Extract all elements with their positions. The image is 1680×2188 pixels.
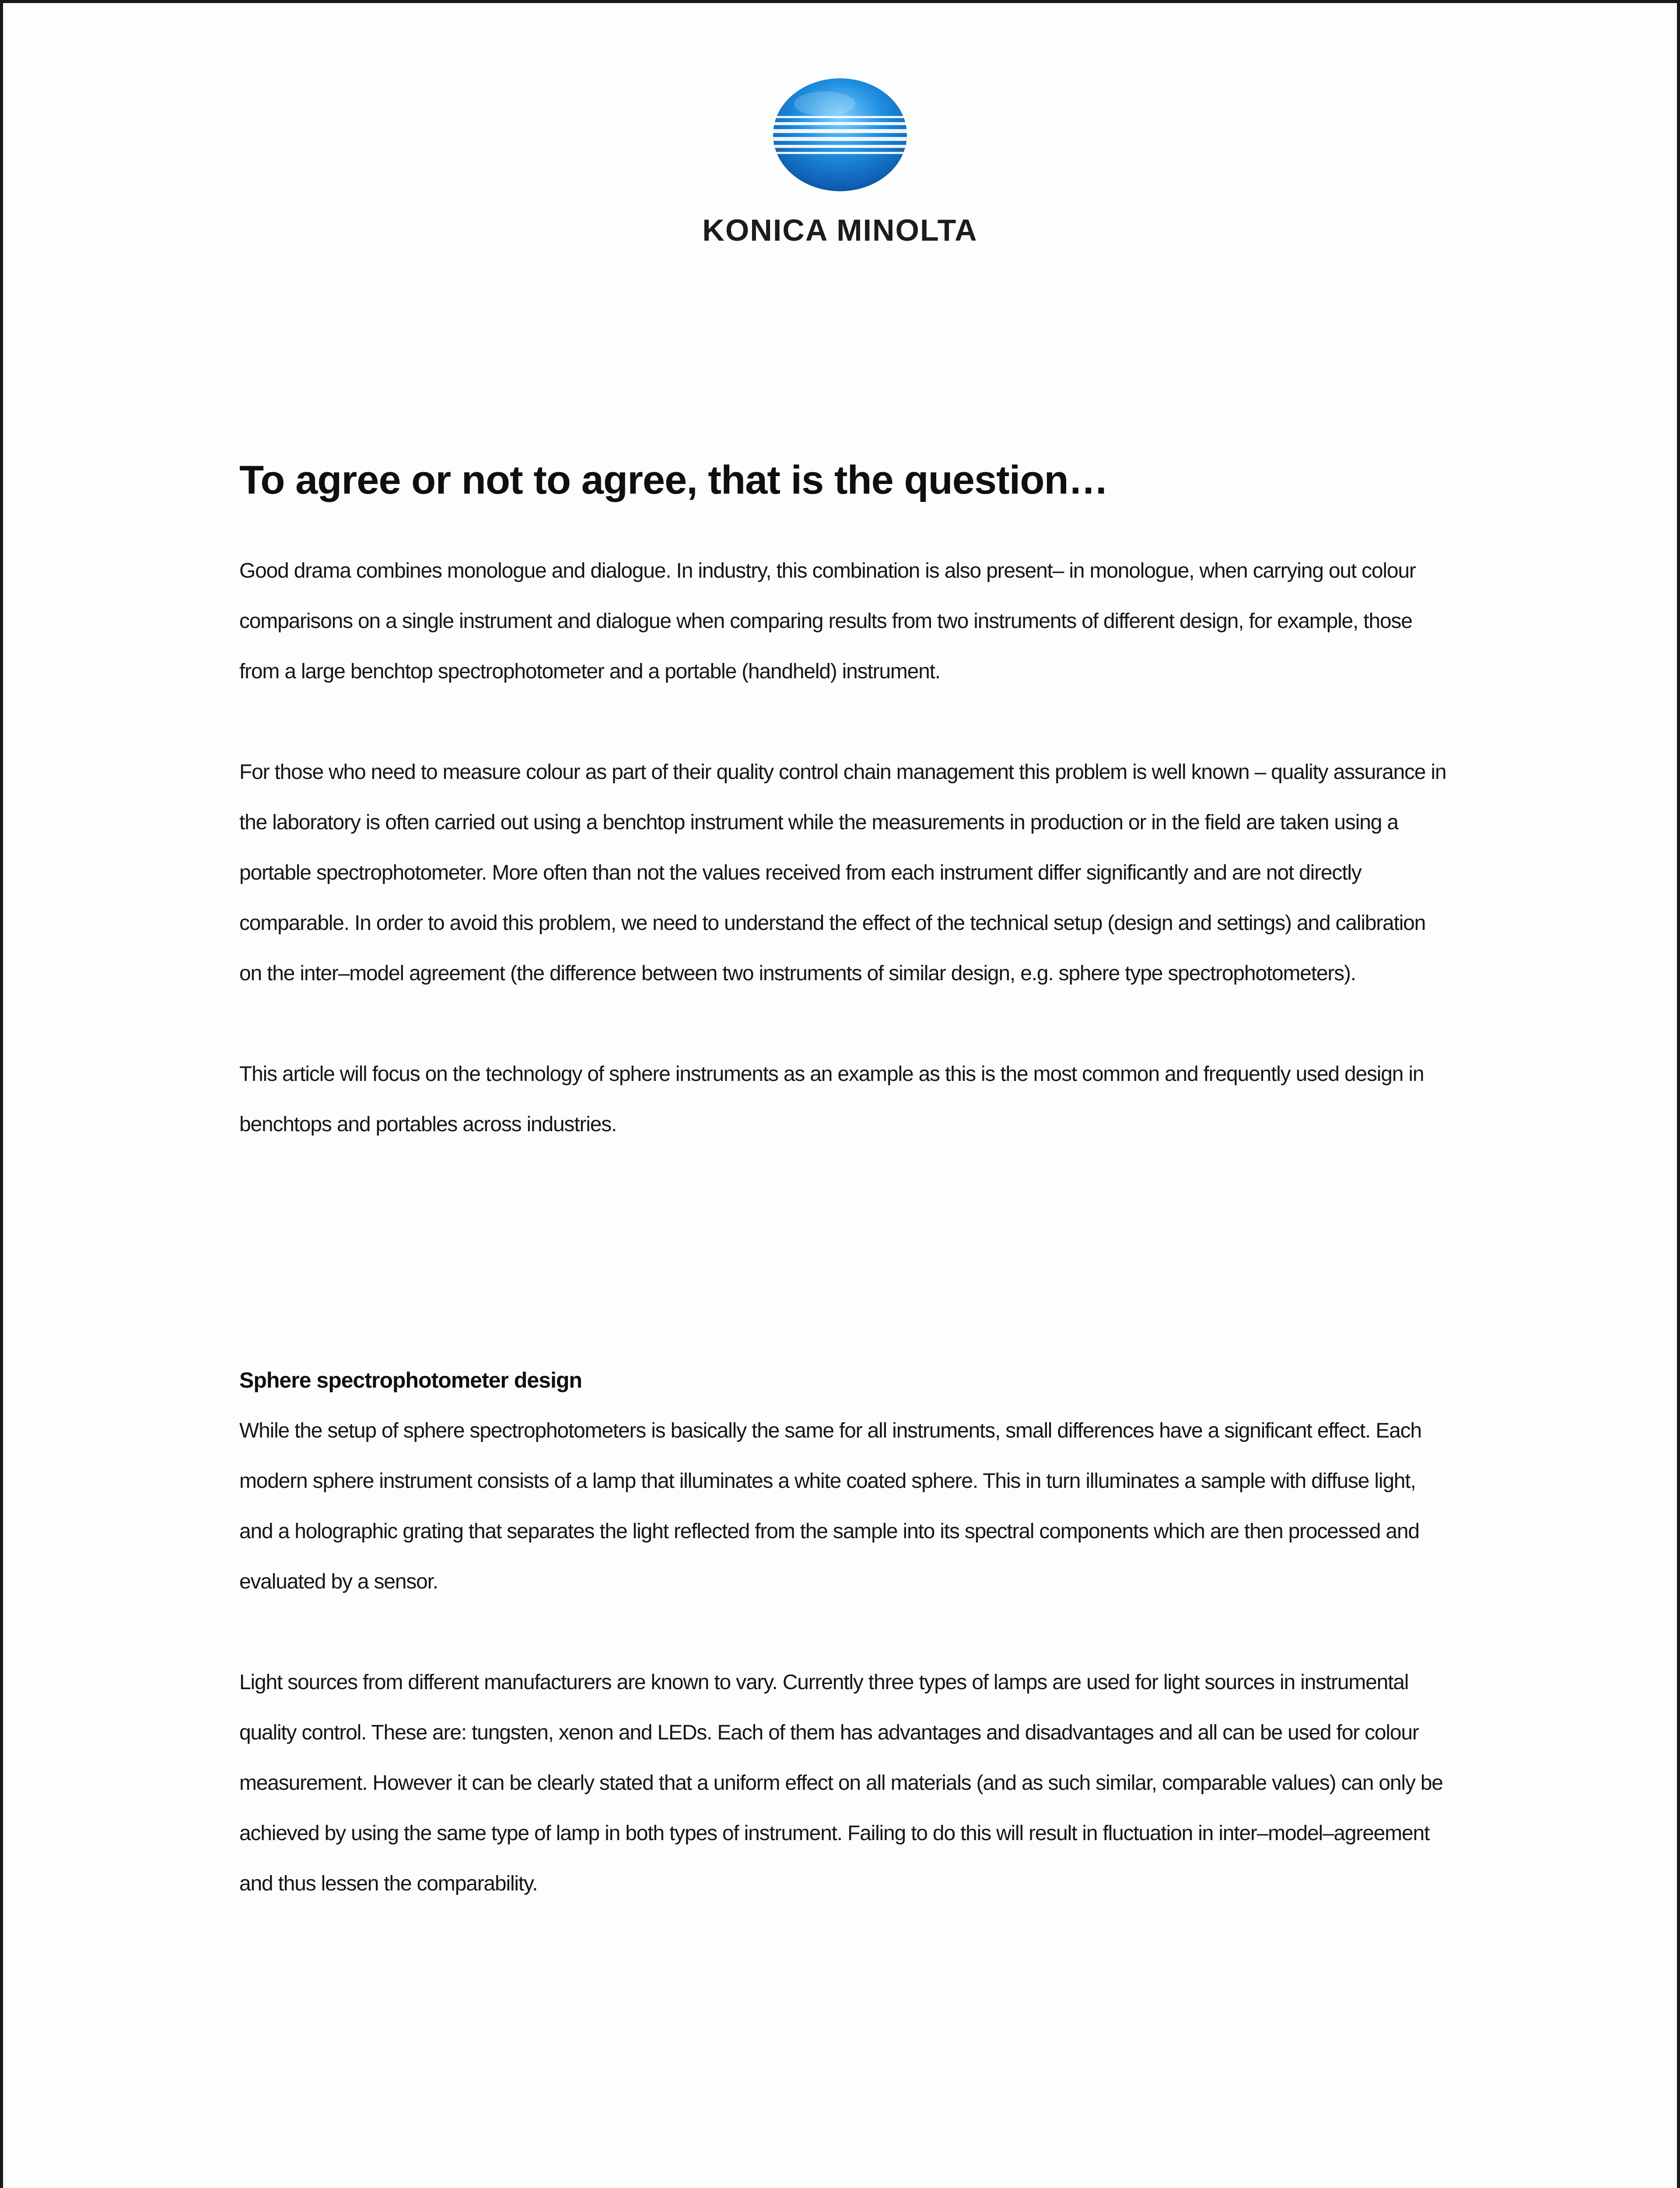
brand-header <box>3 77 1677 245</box>
article-title: To agree or not to agree, that is the question… <box>239 458 1108 502</box>
section-heading: Sphere spectrophotometer design <box>239 1368 582 1393</box>
intro-paragraph: For those who need to measure colour as part of their quality control chain management this problem is well known – quality assurance in the laboratory is often carried out using a benchtop instrument while the measurements in production or in the field are taken using a portable spectrophotometer. More often than not the values received from each instrument differ significantly and are not directly comparable. In order to avoid this problem, we need to understand the effect of the technical setup (design and settings) and calibration on the inter–model agreement (the difference between two instruments of similar design, e.g. sphere type spectrophotometers). <box>239 761 1446 985</box>
intro-paragraph: This article will focus on the technology of sphere instruments as an example as this is the most common and frequently used design in benchtops and portables across industries. <box>239 1062 1424 1136</box>
konica-minolta-globe-icon <box>772 77 908 192</box>
article-body <box>239 456 1448 1909</box>
brand-wordmark: KONICA MINOLTA <box>702 213 978 247</box>
intro-paragraph: Good drama combines monologue and dialogue. In industry, this combination is also present– in monologue, when carrying out colour comparisons on a single instrument and dialogue when comparing results from two instruments of different design, for example, those from a large benchtop spectrophotometer and a portable (handheld) instrument. <box>239 559 1416 684</box>
section-paragraph: While the setup of sphere spectrophotometers is basically the same for all instruments, small differences have a significant effect. Each modern sphere instrument consists of a lamp that illuminates a white coated sphere. This in turn illuminates a sample with diffuse light, and a holographic grating that separates the light reflected from the sample into its spectral components which are then processed and evaluated by a sensor. <box>239 1419 1421 1594</box>
section-paragraph: Light sources from different manufacturers are known to vary. Currently three types of lamps are used for light sources in instrumental quality control. These are: tungsten, xenon and LEDs. Each of them has advantages and disadvantages and all can be used for colour measurement. However it can be clearly stated that a uniform effect on all materials (and as such similar, comparable values) can only be achieved by using the same type of lamp in both types of instrument. Failing to do this will result in fluctuation in inter–model–agreement and thus lessen the comparability. <box>239 1671 1443 1896</box>
